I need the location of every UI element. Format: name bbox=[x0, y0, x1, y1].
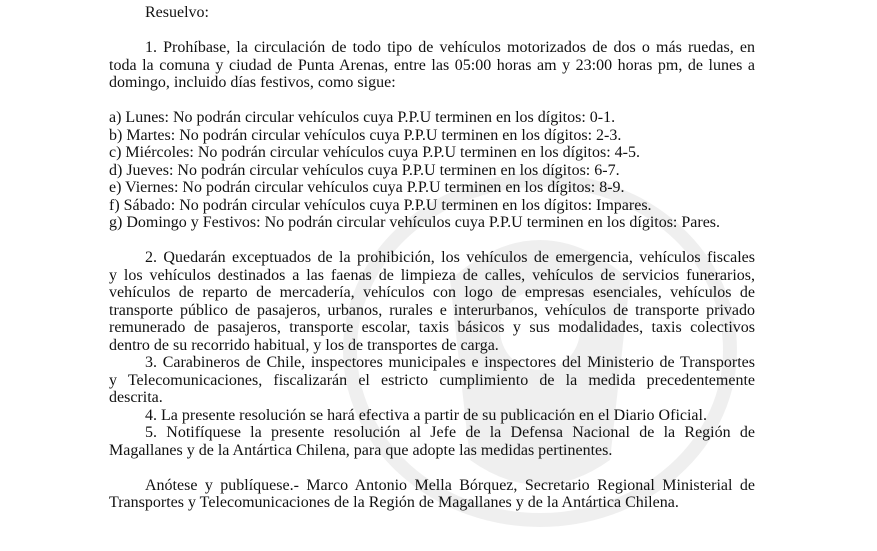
day-rule-wednesday: c) Miércoles: No podrán circular vehículos cuya P.P.U terminen en los dígitos: 4-5. bbox=[109, 144, 640, 161]
item2-line-4: transporte público de pasajeros, urbanos, rurales e interurbanos, vehículos de transporte privado bbox=[109, 301, 755, 319]
day-rule-tuesday: b) Martes: No podrán circular vehículos cuya P.P.U terminen en los dígitos: 2-3. bbox=[109, 126, 622, 144]
item2-line-6: dentro de su recorrido habitual, y los de transportes de carga. bbox=[109, 336, 499, 354]
day-rule-monday: a) Lunes: No podrán circular vehículos cuya P.P.U terminen en los dígitos: 0-1. bbox=[109, 109, 616, 126]
item3-line-3: descrita. bbox=[109, 389, 163, 406]
item1-line-3: domingo, incluido días festivos, como sigue: bbox=[109, 74, 396, 91]
day-rule-sunday-holidays: g) Domingo y Festivos: No podrán circular vehículos cuya P.P.U terminen en los dígitos: Pares. bbox=[109, 214, 721, 231]
item5-line-1: 5. Notifíquese la presente resolución al Jefe de la Defensa Nacional de la Región de bbox=[145, 424, 755, 441]
closing-line-1: Anótese y publíquese.- Marco Antonio Mella Bórquez, Secretario Regional Ministerial de bbox=[145, 476, 755, 494]
day-rule-saturday: f) Sábado: No podrán circular vehículos cuya P.P.U terminen en los dígitos: Impares. bbox=[109, 196, 652, 214]
item4-line-1: 4. La presente resolución se hará efectiva a partir de su publicación en el Diario Oficial. bbox=[145, 406, 707, 424]
item2-line-1: 2. Quedarán exceptuados de la prohibición, los vehículos de emergencia, vehículos fiscales bbox=[145, 249, 755, 266]
item1-line-2: toda la comuna y ciudad de Punta Arenas, entre las 05:00 horas am y 23:00 horas pm, de lunes a bbox=[109, 56, 755, 74]
closing-line-2: Transportes y Telecomunicaciones de la Región de Magallanes y de la Antártica Chilena. bbox=[109, 494, 679, 511]
resolution-text bbox=[109, 4, 755, 512]
item3-line-1: 3. Carabineros de Chile, inspectores municipales e inspectores del Ministerio de Transportes bbox=[145, 354, 755, 371]
item1-line-1: 1. Prohíbase, la circulación de todo tipo de vehículos motorizados de dos o más ruedas, en bbox=[145, 39, 755, 56]
item2-line-3: vehículos de reparto de mercadería, vehículos con logo de empresas esenciales, vehículos de bbox=[109, 284, 755, 301]
item2-line-2: y los vehículos destinados a las faenas de limpieza de calles, vehículos de servicios funerarios, bbox=[109, 266, 755, 284]
item5-line-2: Magallanes y de la Antártica Chilena, para que adopte las medidas pertinentes. bbox=[109, 441, 613, 459]
day-rule-thursday: d) Jueves: No podrán circular vehículos cuya P.P.U terminen en los dígitos: 6-7. bbox=[109, 161, 620, 179]
item3-line-2: y Telecomunicaciones, fiscalizarán el estricto cumplimiento de la medida precedentemente bbox=[109, 371, 755, 389]
item2-line-5: remunerado de pasajeros, transporte escolar, taxis básicos y sus modalidades, taxis colectivos bbox=[109, 319, 755, 336]
day-rule-friday: e) Viernes: No podrán circular vehículos cuya P.P.U terminen en los dígitos: 8-9. bbox=[109, 179, 625, 196]
resuelvo-heading: Resuelvo: bbox=[145, 4, 209, 21]
